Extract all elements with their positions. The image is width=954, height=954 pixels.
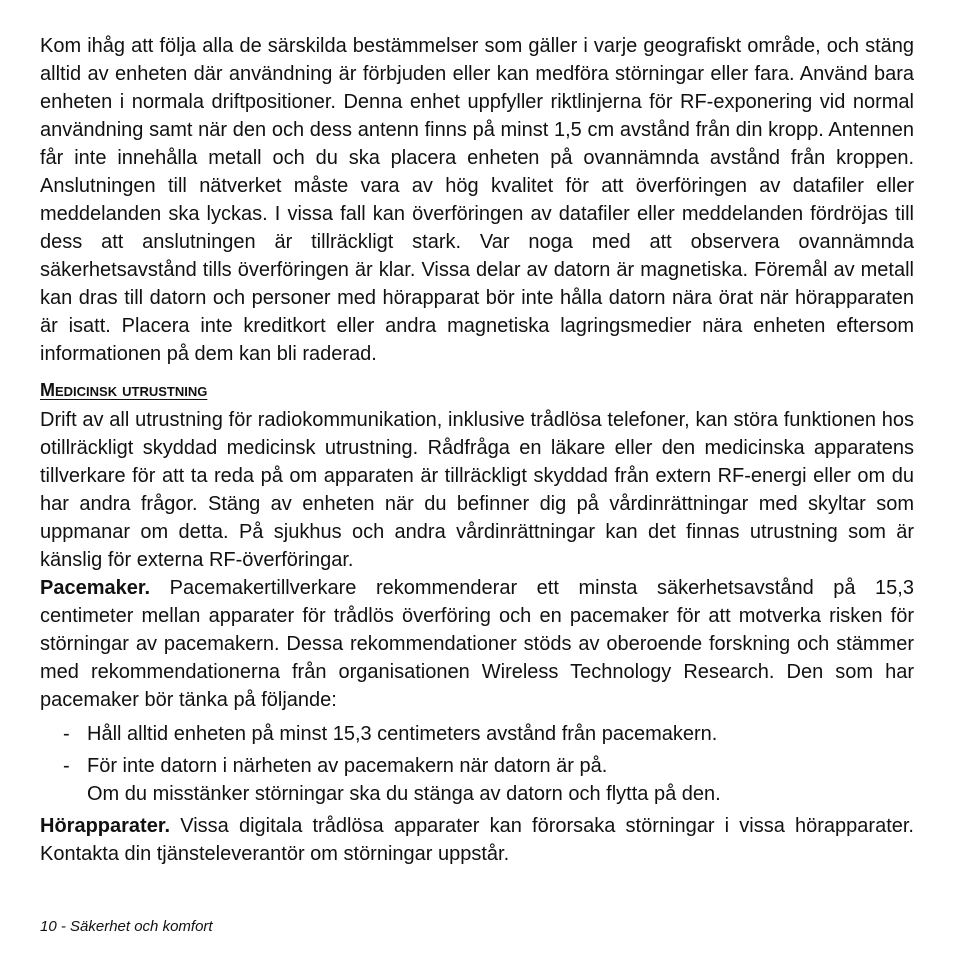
pacemaker-advice-list (40, 720, 914, 808)
list-dash: - (63, 755, 70, 777)
page-footer: 10 - Säkerhet och komfort (40, 918, 213, 935)
hearing-aids-lead: Hörapparater. (40, 815, 171, 837)
list-item-text: För inte datorn i närheten av pacemakern när datorn är på. (87, 755, 608, 777)
section-heading-medical-equipment: Medicinsk utrustning (40, 380, 208, 400)
list-item-text: Håll alltid enheten på minst 15,3 centimeters avstånd från pacemakern. (87, 723, 718, 745)
list-item-text-continued: Om du misstänker störningar ska du stänga av datorn och flytta på den. (87, 783, 721, 805)
hearing-aids-paragraph (40, 812, 914, 868)
list-item (40, 752, 914, 808)
pacemaker-lead: Pacemaker. (40, 577, 151, 599)
list-dash: - (63, 723, 70, 745)
medical-equipment-paragraph: Drift av all utrustning för radiokommunikation, inklusive trådlösa telefoner, kan störa funktionen hos otillräckligt skyddad medicinsk utrustning. Rådfråga en läkare eller den medicinska apparatens tillverkare för att ta reda på om apparaten är tillräckligt skyddad från extern RF-energi eller om du har andra frågor. Stäng av enheten när du befinner dig på vårdinrättningar med skyltar som uppmanar om detta. På sjukhus och andra vårdinrättningar kan det finnas utrustning som är känslig för externa RF-överföringar. (40, 409, 914, 571)
document-page (40, 32, 914, 868)
pacemaker-text: Pacemakertillverkare rekommenderar ett minsta säkerhetsavstånd på 15,3 centimeter mellan apparater för trådlös överföring och en pacemaker för att motverka risken för störningar av pacemakern. Dessa rekommendationer stöds av oberoende forskning och stämmer med rekommendationerna från organisationen Wireless Technology Research. Den som har pacemaker bör tänka på följande: (40, 577, 914, 711)
pacemaker-paragraph (40, 574, 914, 714)
list-item (40, 720, 914, 748)
intro-paragraph: Kom ihåg att följa alla de särskilda bestämmelser som gäller i varje geografiskt område, och stäng alltid av enheten där användning är förbjuden eller kan medföra störningar eller fara. Använd bara enheten i normala driftpositioner. Denna enhet uppfyller riktlinjerna för RF-exponering vid normal användning samt när den och dess antenn finns på minst 1,5 cm avstånd från din kropp. Antennen får inte innehålla metall och du ska placera enheten på ovannämnda avstånd från kroppen. Anslutningen till nätverket måste vara av hög kvalitet för att överföringen av datafiler eller meddelanden ska lyckas. I vissa fall kan överföringen av datafiler eller meddelanden fördröjas till dess att anslutningen är tillräckligt stark. Var noga med att observera ovannämnda säkerhetsavstånd tills överföringen är klar. Vissa delar av datorn är magnetiska. Föremål av metall kan dras till datorn och personer med hörapparat bör inte hålla datorn nära örat när hörapparaten är isatt. Placera inte kreditkort eller andra magnetiska lagringsmedier nära enheten eftersom informationen på dem kan bli raderad. (40, 35, 914, 365)
hearing-aids-text: Vissa digitala trådlösa apparater kan förorsaka störningar i vissa hörapparater. Kontakta din tjänsteleverantör om störningar uppstår. (40, 815, 914, 865)
